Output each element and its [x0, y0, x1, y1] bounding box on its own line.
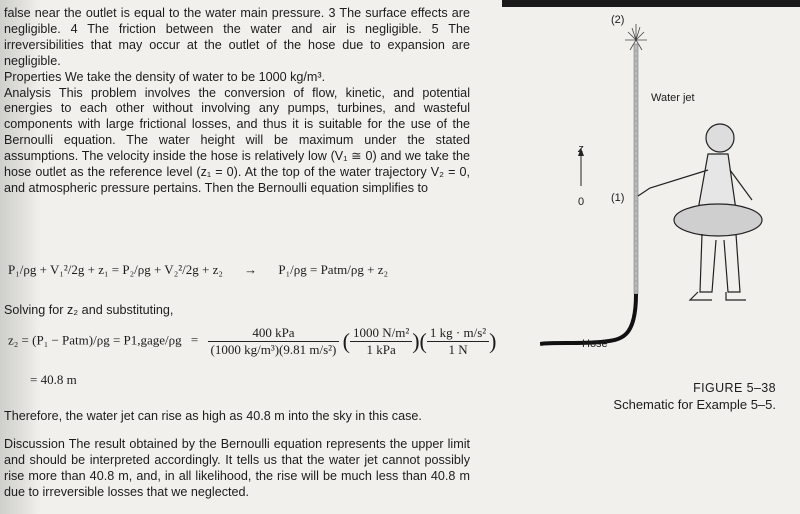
figure-number: FIGURE 5–38 — [693, 381, 776, 395]
label-point-2: (2) — [611, 14, 625, 26]
equation-lhs: z₂ = (P₁ − Patm)/ρg = P1,gage/ρg — [8, 332, 182, 348]
substitution-equation: z₂ = (P₁ − Patm)/ρg = P1,gage/ρg = $\frac{\text{400 kPa}}{\text{(1000 kg/m³)(9.81 m/s²)}}$ ( $\frac{\text{1000 N/m²}}{\text{1 kPa}}$ )( $\frac{\text{1 kg · m/s²}}{1 N}$ ) — [8, 325, 497, 357]
label-z-axis: z — [578, 143, 584, 155]
result-value: = 40.8 m — [30, 372, 77, 387]
figure-description: Schematic for Example 5–5. — [613, 397, 776, 412]
label-hose: Hose — [582, 338, 608, 350]
equation-simplified-left: P₁/ρg + V₁²/2g + z₁ = P₂/ρg + V₂²/2g + z₂ — [8, 262, 223, 277]
boy-figure — [638, 124, 762, 300]
arrow-right-icon: → — [244, 262, 258, 277]
label-point-1: (1) — [611, 192, 625, 204]
paragraph-properties: Properties We take the density of water to be 1000 kg/m³. — [4, 69, 326, 84]
figure-caption — [566, 381, 776, 412]
bernoulli-equation — [8, 262, 388, 278]
paragraph-conclusion: Therefore, the water jet can rise as high as 40.8 m into the sky in this case. — [4, 408, 422, 423]
fraction-unit-1: $\frac{\text{1000 N/m²}}{\text{1 kPa}}$ — [350, 325, 412, 358]
label-zero: 0 — [578, 196, 585, 208]
paragraph-analysis: Analysis This problem involves the conversion of flow, kinetic, and potential energies to each other without involving any pumps, turbines, and wasteful components with large frictional losses, and thus it is suitable for the use of the Bernoulli equation. The water height will be maximum under the stated assumptions. The velocity inside the hose is relatively low (V₁ ≅ 0) and we take the hose outlet as the reference level (z₁ = 0). At the top of the water trajectory V₂ = 0, and atmospheric pressure pertains. Then the Bernoulli equation simplifies to — [4, 85, 470, 195]
paragraph-solving: Solving for z₂ and substituting, — [4, 303, 174, 317]
fraction-pressure: $\frac{\text{400 kPa}}{\text{(1000 kg/m³)(9.81 m/s²)}}$ — [208, 325, 340, 358]
header-rule — [502, 0, 800, 7]
paragraph-discussion: Discussion The result obtained by the Bernoulli equation represents the upper limit and should be interpreted accordingly. It tells us that the water jet cannot possibly rise more than 40.8 m, and, in all likelihood, the rise will be much less than 40.8 m due to irreversible losses that we neglected. — [4, 437, 470, 499]
equation-simplified-right: P₁/ρg = Patm/ρg + z₂ — [278, 262, 389, 277]
conclusion-text — [4, 396, 470, 513]
fraction-unit-2: $\frac{\text{1 kg · m/s²}}{1 N}$ — [427, 325, 489, 358]
label-water-jet: Water jet — [651, 92, 695, 104]
hose-line — [540, 294, 636, 344]
paragraph-assumptions: false near the outlet is equal to the water main pressure. 3 The surface effects are negligible. 4 The friction between the water and air is negligible. 5 The irreversibilities that may occur at the outlet of the hose due to expansion are negligible. — [4, 6, 470, 68]
body-text — [4, 6, 470, 197]
